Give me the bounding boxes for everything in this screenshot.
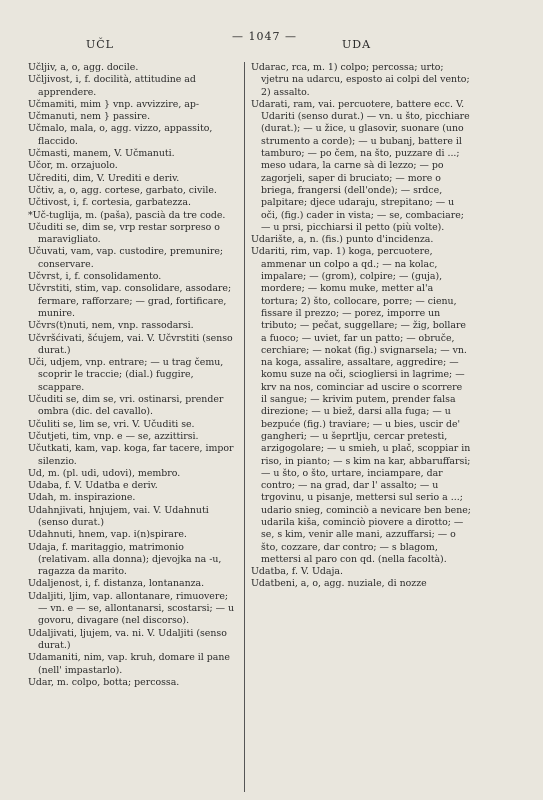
dictionary-entry: Udarište, a, n. (fis.) punto d'incidenza.	[251, 234, 434, 246]
page-number: — 1047 —	[232, 30, 297, 43]
dictionary-entry: Udarati, ram, vai. percuotere, battere ecc. V. Udariti (senso durat.) — vn. u što, picchiare (durat.); — u žice, u glasovir, suonare (uno strumento a corde); — u bubanj, battere il tamburo; — po čem, na što, puzzare di ...; meso udara, la carne sà di lezzo; — po zagorjeli, saper di bruciato; — more o briega, frangersi (dell'onde); — srdce, palpitare; djece udaraju, strepitano; — u oči, (fig.) cader in vista; — se, combaciare; — u prsi, picchiarsi il petto (più volte).	[251, 98, 470, 233]
dictionary-entry: Učtiv, a, o, agg. cortese, garbato, civile.	[28, 184, 217, 196]
dictionary-entry: Udar, m. colpo, botta; percossa.	[28, 676, 180, 688]
dictionary-entry: Učmasti, manem, V. Učmanuti.	[28, 148, 175, 160]
dictionary-entry: Udarac, rca, m. 1) colpo; percossa; urto; vjetru na udarcu, esposto ai colpi del vento; 2) assalto.	[251, 62, 470, 98]
dictionary-entry: Udatbeni, a, o, agg. nuziale, di nozze	[251, 578, 427, 590]
dictionary-entry: Udahnjivati, hnjujem, vai. V. Udahnuti (senso durat.)	[28, 504, 209, 528]
dictionary-entry: Učor, m. orzajuolo.	[28, 160, 118, 172]
dictionary-entry: Udaljenost, i, f. distanza, lontananza.	[28, 578, 205, 590]
header-right-guideword: UDA	[342, 38, 372, 51]
right-column	[244, 62, 471, 792]
dictionary-entry: Učvršćivati, šćujem, vai. V. Učvrstiti (senso durat.)	[28, 332, 233, 356]
dictionary-entry: Učtivost, i, f. cortesia, garbatezza.	[28, 197, 191, 209]
page-header	[0, 30, 543, 52]
dictionary-entry: Udariti, rim, vap. 1) koga, percuotere, ammenar un colpo a qd.; — na kolac, impalare; — (grom), colpire; — (guja), mordere; — komu muke, metter al'a tortura; 2) što, collocare, porre; — cienu, fissare il prezzo; — porez, imporre un tributo; — pečat, suggellare; — žig, bollare a fuoco; — uviet, far un patto; — obruče, cerchiare; — nokat (fig.) svignarsela; — vn. na koga, assalire, assaltare, aggredire; — komu suze na oči, sciogliersi in lagrime; — krv na nos, cominciar ad uscire o scorrere il sangue; — krivim putem, prender falsa direzione; — u biež, darsi alla fuga; — u bezpuće (fig.) traviare; — u bies, uscir de' gangheri; — u šeprtlju, cercar pretesti, arzigogolare; — u smieh, u plač, scoppiar in riso, in pianto; — s kim na kar, abbaruffarsi; — u što, o što, urtare, inciampare, dar contro; — na grad, dar l' assalto; — u trgovinu, u pisanje, mettersi sul serio a ...; udario snieg, cominciò a nevicare ben bene; udarila kiša, cominciò piovere a dirotto; — se, s kim, venir alle mani, azzuffarsi; — o što, cozzare, dar contro; — s blagom, mettersi al paro con qd. (nella facoltà).	[251, 246, 471, 565]
dictionary-entry: Učmanuti, nem } passire.	[28, 111, 151, 123]
dictionary-entry: Učrediti, dim, V. Urediti e deriv.	[28, 172, 180, 184]
left-column	[28, 62, 236, 689]
dictionary-entry: Uči, udjem, vnp. entrare; — u trag čemu, scoprir le traccie; (dial.) fuggire, scappare.	[28, 357, 224, 393]
dictionary-entry: Udaba, f. V. Udatba e deriv.	[28, 480, 158, 492]
dictionary-entry: Učljiv, a, o, agg. docile.	[28, 62, 139, 73]
dictionary-entry: Udahnuti, hnem, vap. i(n)spirare.	[28, 529, 187, 541]
dictionary-entry: Udaljiti, ljim, vap. allontanare, rimuovere; — vn. e — se, allontanarsi, scostarsi; — u govoru, divagare (nel discorso).	[28, 590, 235, 627]
dictionary-entry: Ud, m. (pl. udi, udovi), membro.	[28, 467, 181, 479]
dictionary-entry: Udah, m. inspirazione.	[28, 492, 136, 504]
dictionary-entry: *Uč-tuglija, m. (paša), pascià da tre code.	[28, 209, 226, 221]
dictionary-entry: Učuditi se, dim se, vri. ostinarsi, prender ombra (dic. del cavallo).	[28, 394, 224, 418]
dictionary-entry: Učuditi se, dim se, vrp restar sorpreso o maravigliato.	[28, 221, 220, 246]
dictionary-entry: Udamaniti, nim, vap. kruh, domare il pane (nell' impastarlo).	[28, 652, 230, 676]
dictionary-entry: Učutkati, kam, vap. koga, far tacere, impor silenzio.	[28, 443, 234, 467]
dictionary-entry: Učmalo, mala, o, agg. vizzo, appassito, flaccido.	[28, 123, 213, 147]
dictionary-entry: Učutjeti, tim, vnp. e — se, azzittirsi.	[28, 430, 199, 442]
dictionary-entry: Učvrst, i, f. consolidamento.	[28, 271, 162, 283]
dictionary-entry: Udaljivati, ljujem, va. ni. V. Udaljiti (senso durat.)	[28, 627, 227, 651]
dictionary-entry: Udaja, f. maritaggio, matrimonio (relativam. alla donna); djevojka na -u, ragazza da marito.	[28, 541, 222, 578]
dictionary-entry: Učvrstiti, stim, vap. consolidare, assodare; fermare, rafforzare; — grad, fortificare, munire.	[28, 283, 232, 319]
dictionary-entry: Udatba, f. V. Udaja.	[251, 566, 343, 578]
dictionary-entry: Učljivost, i, f. docilità, attitudine ad apprendere.	[28, 74, 196, 98]
dictionary-entry: Učuvati, vam, vap. custodire, premunire; conservare.	[28, 246, 224, 270]
header-left-guideword: UČL	[86, 38, 114, 51]
dictionary-entry: Učvrs(t)nuti, nem, vnp. rassodarsi.	[28, 320, 194, 332]
dictionary-entry: Učuliti se, lim se, vri. V. Učuditi se.	[28, 418, 195, 430]
dictionary-entry: Učmamiti, mim } vnp. avvizzire, ap-	[28, 98, 200, 110]
